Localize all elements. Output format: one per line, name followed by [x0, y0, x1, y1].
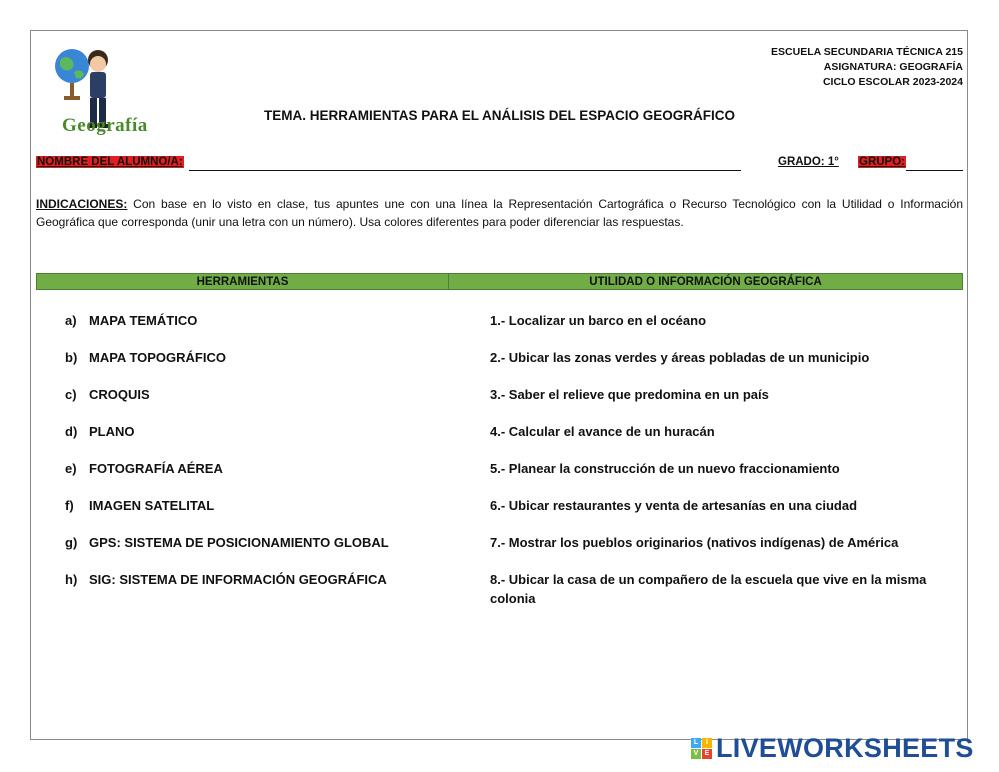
tool-label: MAPA TEMÁTICO	[89, 313, 198, 328]
use-item[interactable]: 8.- Ubicar la casa de un compañero de la escuela que vive en la misma colonia	[490, 572, 927, 606]
tool-letter: a)	[65, 313, 77, 328]
use-item[interactable]: 6.- Ubicar restaurantes y venta de artesanías en una ciudad	[490, 498, 858, 513]
tool-label: GPS: SISTEMA DE POSICIONAMIENTO GLOBAL	[89, 535, 389, 550]
tool-label: SIG: SISTEMA DE INFORMACIÓN GEOGRÁFICA	[89, 572, 387, 587]
instructions	[36, 195, 963, 231]
tool-item[interactable]	[65, 496, 389, 533]
group-label: GRUPO:	[859, 156, 905, 168]
student-name-label: NOMBRE DEL ALUMNO/A:	[37, 156, 183, 168]
tool-letter: d)	[65, 424, 78, 439]
tool-item[interactable]	[65, 348, 389, 385]
badge-letter: L	[691, 738, 701, 748]
tool-label: FOTOGRAFÍA AÉREA	[89, 461, 223, 476]
tools-list	[65, 311, 389, 607]
geografia-logo-text: Geografía	[62, 115, 148, 136]
tool-item[interactable]	[65, 459, 389, 496]
header-uses: UTILIDAD O INFORMACIÓN GEOGRÁFICA	[589, 275, 822, 288]
school-info	[771, 45, 963, 90]
instructions-text: Con base en lo visto en clase, tus apuntes une con una línea la Representación Cartográfica o Recurso Tecnológico con la Utilidad o Información Geográfica que corresponda (unir una letra con un número). Usa colores diferentes para poder diferenciar las respuestas.	[36, 197, 963, 229]
liveworksheets-logo	[691, 733, 974, 763]
tool-item[interactable]	[65, 570, 389, 607]
badge-letter: E	[702, 749, 712, 759]
student-name-input[interactable]	[189, 170, 741, 171]
tool-letter: c)	[65, 387, 77, 402]
tool-label: IMAGEN SATELITAL	[89, 498, 215, 513]
tool-label: MAPA TOPOGRÁFICO	[89, 350, 226, 365]
tool-item[interactable]	[65, 311, 389, 348]
tool-letter: b)	[65, 350, 78, 365]
use-item[interactable]: 7.- Mostrar los pueblos originarios (nativos indígenas) de América	[490, 535, 899, 550]
tool-letter: f)	[65, 498, 74, 513]
brand-name: LIVEWORKSHEETS	[716, 732, 974, 763]
school-year: CICLO ESCOLAR 2023-2024	[822, 76, 963, 88]
header-tools: HERRAMIENTAS	[37, 274, 449, 289]
tool-letter: e)	[65, 461, 77, 476]
page-title: TEMA. HERRAMIENTAS PARA EL ANÁLISIS DEL ESPACIO GEOGRÁFICO	[263, 108, 736, 123]
tool-label: PLANO	[89, 424, 135, 439]
use-item[interactable]: 3.- Saber el relieve que predomina en un país	[490, 387, 769, 402]
student-fields	[36, 156, 963, 174]
uses-list	[490, 311, 960, 607]
grade-label: GRADO: 1°	[778, 156, 839, 168]
use-item[interactable]: 4.- Calcular el avance de un huracán	[490, 424, 715, 439]
use-item[interactable]: 1.- Localizar un barco en el océano	[490, 313, 707, 328]
tool-letter: g)	[65, 535, 78, 550]
tool-letter: h)	[65, 572, 78, 587]
badge-letter: I	[702, 738, 712, 748]
tool-label: CROQUIS	[89, 387, 150, 402]
table-header	[36, 273, 963, 290]
liveworksheets-badge-icon	[691, 738, 712, 759]
use-item[interactable]: 2.- Ubicar las zonas verdes y áreas pobladas de un municipio	[490, 350, 870, 365]
group-input[interactable]	[906, 170, 963, 171]
school-name: ESCUELA SECUNDARIA TÉCNICA 215	[771, 46, 963, 58]
tool-item[interactable]	[65, 533, 389, 570]
instructions-key: INDICACIONES:	[36, 197, 128, 211]
tool-item[interactable]	[65, 385, 389, 422]
subject-name: ASIGNATURA: GEOGRAFÍA	[823, 61, 963, 73]
tool-item[interactable]	[65, 422, 389, 459]
badge-letter: V	[691, 749, 701, 759]
use-item[interactable]: 5.- Planear la construcción de un nuevo fraccionamiento	[490, 461, 840, 476]
